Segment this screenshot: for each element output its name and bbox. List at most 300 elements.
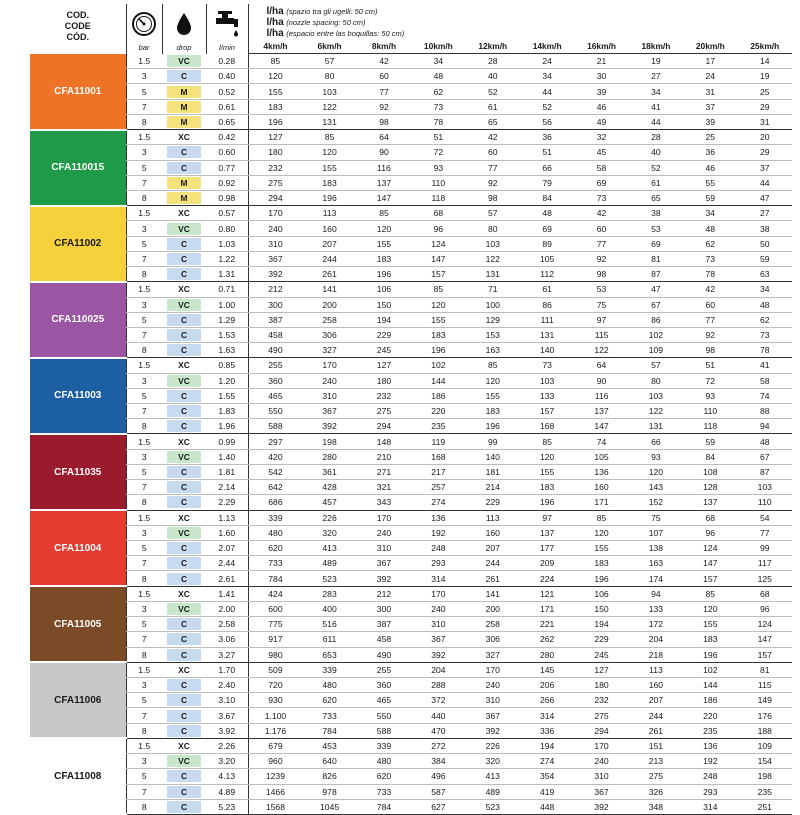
droplet-class-badge: XC [167, 207, 201, 219]
pressure-bar-cell: 7 [126, 708, 162, 723]
pressure-bar-cell: 5 [126, 84, 162, 99]
lha-value-cell: 168 [411, 449, 465, 464]
lha-value-cell: 204 [411, 662, 465, 677]
lha-value-cell: 367 [357, 556, 411, 571]
lha-value-cell: 367 [302, 404, 356, 419]
droplet-class-cell [162, 449, 206, 464]
nozzle-code: CFA11035 [30, 434, 126, 510]
lha-value-cell: 120 [520, 449, 574, 464]
droplet-class-cell [162, 251, 206, 266]
droplet-class-badge: XC [167, 359, 201, 371]
speed-header: 4km/h [248, 39, 302, 54]
droplet-class-cell [162, 54, 206, 69]
table-row [30, 495, 792, 510]
table-row [30, 708, 792, 723]
lha-value-cell: 733 [357, 784, 411, 799]
lha-value-cell: 108 [683, 464, 737, 479]
lha-value-cell: 300 [357, 601, 411, 616]
lha-value-cell: 1.100 [248, 708, 302, 723]
flow-lmin-cell: 2.07 [206, 541, 248, 556]
droplet-class-cell [162, 130, 206, 145]
pressure-bar-cell: 5 [126, 541, 162, 556]
lha-value-cell: 733 [248, 556, 302, 571]
droplet-class-badge: M [167, 101, 201, 113]
lha-value-cell: 65 [629, 190, 683, 205]
lha-value-cell: 212 [248, 282, 302, 297]
lha-value-cell: 440 [411, 708, 465, 723]
lha-value-cell: 78 [683, 267, 737, 282]
lha-value-cell: 155 [357, 236, 411, 251]
lha-value-cell: 103 [466, 236, 520, 251]
lha-value-cell: 214 [466, 480, 520, 495]
droplet-class-cell [162, 647, 206, 662]
lha-value-cell: 542 [248, 464, 302, 479]
droplet-class-cell [162, 464, 206, 479]
lha-value-cell: 17 [683, 54, 737, 69]
lha-value-cell: 127 [248, 130, 302, 145]
lha-value-cell: 24 [520, 54, 574, 69]
lha-value-cell: 171 [574, 495, 628, 510]
lmin-label: l/min [219, 42, 235, 52]
lha-value-cell: 327 [466, 647, 520, 662]
lha-value-cell: 244 [466, 556, 520, 571]
lha-value-cell: 88 [738, 404, 793, 419]
pressure-bar-cell: 3 [126, 145, 162, 160]
lha-value-cell: 261 [629, 723, 683, 738]
lha-value-cell: 240 [357, 525, 411, 540]
lha-value-cell: 490 [357, 647, 411, 662]
pressure-bar-cell: 5 [126, 464, 162, 479]
lha-value-cell: 255 [357, 662, 411, 677]
lha-value-cell: 229 [466, 495, 520, 510]
flow-lmin-cell: 0.65 [206, 114, 248, 129]
lha-value-cell: 99 [466, 434, 520, 449]
lha-value-cell: 261 [302, 267, 356, 282]
lha-value-cell: 133 [629, 601, 683, 616]
lha-value-cell: 67 [629, 297, 683, 312]
droplet-class-badge: C [167, 542, 201, 554]
flow-lmin-cell: 2.26 [206, 738, 248, 753]
table-row [30, 54, 792, 69]
lha-value-cell: 293 [683, 784, 737, 799]
droplet-class-badge: C [167, 253, 201, 265]
lha-value-cell: 52 [629, 160, 683, 175]
droplet-class-badge: C [167, 573, 201, 585]
lha-value-cell: 428 [302, 480, 356, 495]
lha-value-cell: 116 [357, 160, 411, 175]
lha-value-cell: 39 [683, 114, 737, 129]
lha-value-cell: 62 [738, 312, 793, 327]
lha-value-cell: 30 [574, 69, 628, 84]
table-row [30, 99, 792, 114]
lha-value-cell: 155 [466, 388, 520, 403]
lha-value-cell: 465 [248, 388, 302, 403]
lha-line-en: l/ha (nozzle spacing: 50 cm) [266, 17, 366, 28]
lha-value-cell: 102 [683, 662, 737, 677]
droplet-class-cell [162, 419, 206, 434]
lha-value-cell: 112 [520, 267, 574, 282]
lha-value-cell: 81 [629, 251, 683, 266]
lha-value-cell: 147 [357, 190, 411, 205]
bar-column-header [126, 4, 162, 54]
lha-value-cell: 102 [629, 327, 683, 342]
lha-value-cell: 163 [466, 343, 520, 358]
droplet-class-badge: C [167, 420, 201, 432]
flow-lmin-cell: 0.61 [206, 99, 248, 114]
table-row [30, 617, 792, 632]
lha-value-cell: 183 [357, 251, 411, 266]
droplet-class-cell [162, 221, 206, 236]
lha-value-cell: 80 [302, 69, 356, 84]
pressure-bar-cell: 7 [126, 556, 162, 571]
table-row [30, 586, 792, 601]
table-row [30, 571, 792, 586]
lha-value-cell: 258 [466, 617, 520, 632]
lha-value-cell: 160 [629, 677, 683, 692]
droplet-class-cell [162, 114, 206, 129]
flow-lmin-cell: 1.53 [206, 327, 248, 342]
lha-value-cell: 170 [248, 206, 302, 221]
lha-value-cell: 51 [411, 130, 465, 145]
pressure-bar-cell: 7 [126, 632, 162, 647]
table-row [30, 236, 792, 251]
lha-value-cell: 240 [574, 754, 628, 769]
lha-value-cell: 155 [574, 541, 628, 556]
droplet-class-cell [162, 343, 206, 358]
lha-value-cell: 98 [574, 267, 628, 282]
table-row [30, 723, 792, 738]
tap-icon [212, 10, 242, 38]
pressure-bar-cell: 8 [126, 267, 162, 282]
pressure-bar-cell: 8 [126, 723, 162, 738]
droplet-class-badge: M [167, 177, 201, 189]
lha-value-cell: 98 [357, 114, 411, 129]
lha-value-cell: 113 [302, 206, 356, 221]
droplet-class-cell [162, 282, 206, 297]
pressure-bar-cell: 1.5 [126, 282, 162, 297]
drop-column-header [162, 4, 206, 54]
lha-value-cell: 75 [629, 510, 683, 525]
lha-value-cell: 170 [357, 510, 411, 525]
lha-value-cell: 71 [466, 282, 520, 297]
lha-value-cell: 339 [357, 738, 411, 753]
table-row [30, 464, 792, 479]
lha-value-cell: 92 [357, 99, 411, 114]
droplet-class-cell [162, 206, 206, 221]
flow-lmin-cell: 1.00 [206, 297, 248, 312]
lha-value-cell: 100 [466, 297, 520, 312]
lha-value-cell: 44 [520, 84, 574, 99]
nozzle-code: CFA11004 [30, 510, 126, 586]
droplet-class-cell [162, 510, 206, 525]
lha-value-cell: 720 [248, 677, 302, 692]
lha-value-cell: 183 [411, 327, 465, 342]
speed-header: 14km/h [520, 39, 574, 54]
lha-value-cell: 314 [520, 708, 574, 723]
droplet-class-badge: C [167, 466, 201, 478]
flow-lmin-cell: 1.20 [206, 373, 248, 388]
table-row [30, 541, 792, 556]
lha-value-cell: 62 [683, 236, 737, 251]
flow-lmin-cell: 3.06 [206, 632, 248, 647]
pressure-bar-cell: 7 [126, 327, 162, 342]
lha-value-cell: 65 [466, 114, 520, 129]
droplet-class-cell [162, 586, 206, 601]
droplet-class-cell [162, 541, 206, 556]
lha-value-cell: 1.176 [248, 723, 302, 738]
lha-value-cell: 68 [411, 206, 465, 221]
lha-value-cell: 103 [738, 480, 793, 495]
drop-icon [175, 12, 193, 36]
droplet-class-cell [162, 404, 206, 419]
lha-value-cell: 48 [738, 434, 793, 449]
lha-value-cell: 392 [411, 647, 465, 662]
pressure-gauge-icon [131, 11, 157, 37]
flow-lmin-cell: 4.89 [206, 784, 248, 799]
lha-value-cell: 151 [629, 738, 683, 753]
lha-value-cell: 367 [466, 708, 520, 723]
flow-lmin-cell: 3.27 [206, 647, 248, 662]
lha-value-cell: 424 [248, 586, 302, 601]
lha-value-cell: 147 [683, 556, 737, 571]
lha-value-cell: 392 [574, 799, 628, 814]
lha-value-cell: 103 [520, 373, 574, 388]
lha-value-cell: 42 [574, 206, 628, 221]
lha-value-cell: 72 [683, 373, 737, 388]
lha-value-cell: 40 [629, 145, 683, 160]
lha-value-cell: 32 [574, 130, 628, 145]
lha-value-cell: 73 [574, 190, 628, 205]
lha-value-cell: 75 [574, 297, 628, 312]
lha-value-cell: 122 [466, 251, 520, 266]
lha-value-cell: 85 [357, 206, 411, 221]
lha-value-cell: 155 [411, 312, 465, 327]
lha-value-cell: 679 [248, 738, 302, 753]
lha-value-cell: 131 [629, 419, 683, 434]
droplet-class-cell [162, 480, 206, 495]
pressure-bar-cell: 1.5 [126, 54, 162, 69]
lha-value-cell: 248 [683, 769, 737, 784]
lha-value-cell: 131 [302, 114, 356, 129]
droplet-class-cell [162, 495, 206, 510]
lha-value-cell: 251 [738, 799, 793, 814]
lha-value-cell: 46 [683, 160, 737, 175]
lha-value-cell: 163 [629, 556, 683, 571]
lha-value-cell: 136 [411, 510, 465, 525]
lha-value-cell: 57 [629, 358, 683, 373]
lha-value-cell: 87 [738, 464, 793, 479]
lha-value-cell: 41 [738, 358, 793, 373]
lha-value-cell: 255 [248, 358, 302, 373]
lha-value-cell: 58 [574, 160, 628, 175]
lha-value-cell: 105 [520, 251, 574, 266]
table-row [30, 510, 792, 525]
droplet-class-badge: C [167, 146, 201, 158]
code-label-it: COD. [66, 10, 89, 20]
pressure-bar-cell: 3 [126, 601, 162, 616]
lha-value-cell: 235 [411, 419, 465, 434]
flow-lmin-cell: 1.22 [206, 251, 248, 266]
speed-header: 10km/h [411, 39, 465, 54]
lha-value-cell: 68 [738, 586, 793, 601]
lha-value-cell: 106 [574, 586, 628, 601]
table-row [30, 175, 792, 190]
table-row [30, 145, 792, 160]
droplet-class-cell [162, 617, 206, 632]
lha-value-cell: 29 [738, 145, 793, 160]
table-row [30, 312, 792, 327]
droplet-class-badge: C [167, 329, 201, 341]
flow-lmin-cell: 1.83 [206, 404, 248, 419]
flow-lmin-cell: 3.92 [206, 723, 248, 738]
lha-value-cell: 310 [466, 693, 520, 708]
lha-value-cell: 42 [683, 282, 737, 297]
pressure-bar-cell: 7 [126, 99, 162, 114]
nozzle-flow-table [30, 4, 792, 815]
lha-value-cell: 310 [357, 541, 411, 556]
lha-value-cell: 66 [629, 434, 683, 449]
lha-value-cell: 69 [629, 236, 683, 251]
nozzle-code: CFA110025 [30, 282, 126, 358]
lha-value-cell: 115 [574, 327, 628, 342]
pressure-bar-cell: 8 [126, 190, 162, 205]
lha-value-cell: 103 [629, 388, 683, 403]
lha-value-cell: 113 [466, 510, 520, 525]
droplet-class-cell [162, 373, 206, 388]
lha-value-cell: 310 [248, 236, 302, 251]
lha-value-cell: 240 [302, 373, 356, 388]
lha-value-cell: 274 [411, 495, 465, 510]
lha-value-cell: 523 [302, 571, 356, 586]
lha-value-cell: 339 [302, 662, 356, 677]
lha-value-cell: 320 [466, 754, 520, 769]
lha-value-cell: 172 [629, 617, 683, 632]
pressure-bar-cell: 3 [126, 221, 162, 236]
lha-value-cell: 384 [411, 754, 465, 769]
droplet-class-cell [162, 754, 206, 769]
droplet-class-badge: XC [167, 740, 201, 752]
lha-value-cell: 127 [574, 662, 628, 677]
lha-value-cell: 157 [520, 404, 574, 419]
pressure-bar-cell: 8 [126, 343, 162, 358]
flow-lmin-cell: 1.63 [206, 343, 248, 358]
flow-lmin-cell: 0.80 [206, 221, 248, 236]
lha-value-cell: 61 [629, 175, 683, 190]
lha-value-cell: 39 [574, 84, 628, 99]
lha-value-cell: 77 [738, 525, 793, 540]
lha-value-cell: 98 [466, 190, 520, 205]
lha-value-cell: 150 [574, 601, 628, 616]
droplet-class-badge: C [167, 344, 201, 356]
lha-value-cell: 60 [466, 145, 520, 160]
lha-value-cell: 140 [466, 449, 520, 464]
droplet-class-badge: C [167, 405, 201, 417]
lha-value-cell: 588 [357, 723, 411, 738]
lha-value-cell: 367 [248, 251, 302, 266]
droplet-class-badge: XC [167, 512, 201, 524]
droplet-class-cell [162, 190, 206, 205]
table-row [30, 632, 792, 647]
lha-value-cell: 50 [738, 236, 793, 251]
nozzle-table-body [30, 54, 792, 815]
droplet-class-cell [162, 145, 206, 160]
lha-value-cell: 229 [574, 632, 628, 647]
lha-value-cell: 244 [629, 708, 683, 723]
speed-header: 6km/h [302, 39, 356, 54]
lha-value-cell: 261 [466, 571, 520, 586]
lha-value-cell: 489 [302, 556, 356, 571]
flow-lmin-cell: 3.67 [206, 708, 248, 723]
lha-value-cell: 196 [302, 190, 356, 205]
lha-value-cell: 85 [683, 586, 737, 601]
lha-value-cell: 314 [411, 571, 465, 586]
lha-value-cell: 73 [738, 327, 793, 342]
lha-value-cell: 611 [302, 632, 356, 647]
lha-value-cell: 180 [357, 373, 411, 388]
lha-value-cell: 133 [520, 388, 574, 403]
flow-lmin-cell: 5.23 [206, 799, 248, 814]
lha-value-cell: 89 [520, 236, 574, 251]
droplet-class-badge: C [167, 710, 201, 722]
droplet-class-badge: M [167, 192, 201, 204]
lha-value-cell: 232 [357, 388, 411, 403]
lha-value-cell: 84 [520, 190, 574, 205]
lha-value-cell: 93 [683, 388, 737, 403]
lha-value-cell: 200 [466, 601, 520, 616]
lha-value-cell: 52 [466, 84, 520, 99]
lha-value-cell: 213 [629, 754, 683, 769]
flow-lmin-cell: 2.29 [206, 495, 248, 510]
lha-value-cell: 93 [411, 160, 465, 175]
pressure-bar-cell: 5 [126, 160, 162, 175]
lha-value-cell: 48 [683, 221, 737, 236]
lha-value-cell: 122 [629, 404, 683, 419]
droplet-class-cell [162, 327, 206, 342]
flow-lmin-cell: 4.13 [206, 769, 248, 784]
lha-value-cell: 310 [411, 617, 465, 632]
flow-lmin-cell: 1.81 [206, 464, 248, 479]
lha-value-cell: 321 [357, 480, 411, 495]
lha-value-cell: 97 [520, 510, 574, 525]
lha-value-cell: 339 [248, 510, 302, 525]
lha-value-cell: 137 [683, 495, 737, 510]
lha-value-cell: 125 [738, 571, 793, 586]
pressure-bar-cell: 8 [126, 114, 162, 129]
lha-value-cell: 1045 [302, 799, 356, 814]
lha-value-cell: 275 [574, 708, 628, 723]
lha-value-cell: 120 [683, 601, 737, 616]
flow-lmin-cell: 0.99 [206, 434, 248, 449]
pressure-bar-cell: 3 [126, 373, 162, 388]
lha-value-cell: 157 [738, 647, 793, 662]
lha-line-es: l/ha (espacio entre las boquillas: 50 cm) [266, 28, 405, 39]
droplet-class-cell [162, 525, 206, 540]
lha-value-cell: 96 [411, 221, 465, 236]
lha-value-cell: 980 [248, 647, 302, 662]
lha-value-cell: 67 [738, 449, 793, 464]
droplet-class-cell [162, 677, 206, 692]
droplet-class-cell [162, 632, 206, 647]
droplet-class-badge: XC [167, 588, 201, 600]
lha-value-cell: 181 [466, 464, 520, 479]
lha-value-cell: 183 [574, 556, 628, 571]
lha-value-cell: 36 [683, 145, 737, 160]
lha-value-cell: 42 [357, 54, 411, 69]
lha-value-cell: 170 [466, 662, 520, 677]
lha-value-cell: 336 [520, 723, 574, 738]
pressure-bar-cell: 3 [126, 754, 162, 769]
droplet-class-badge: VC [167, 375, 201, 387]
